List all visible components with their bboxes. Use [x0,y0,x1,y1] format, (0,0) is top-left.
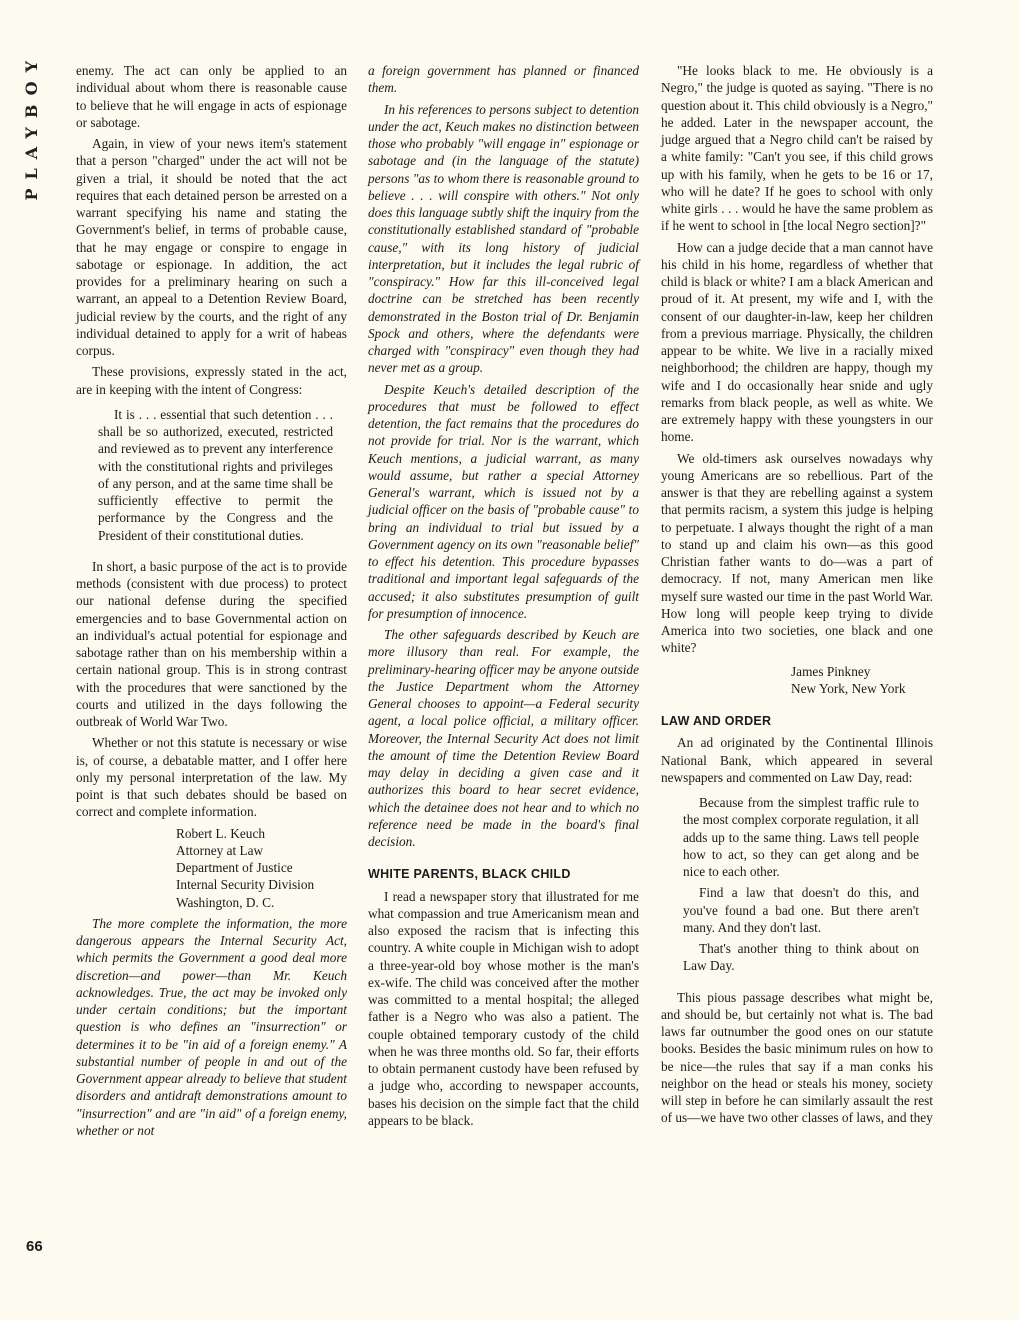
editor-reply: Despite Keuch's detailed description of the procedures that must be followed to effect detention, the fact remains that the procedures do not provide for trial. Nor is the warrant, which Keuch mentions, a judicial warrant, as many would assume, but rather a special Attorney General's warrant, which is issued not by a judicial officer on the basis of "probable cause" to bring an individual to trial but issued by a Government agency on its own "reasonable belief" to effect his detention. This procedure bypasses traditional and important legal safeguards of the accused; it also substitutes presumption of guilt for presumption of innocence. [368,381,639,621]
paragraph: How can a judge decide that a man cannot have his child in his home, regardless of whether that child is black or white? I am a black American and proud of it. At present, my wife and I, with the consent of our daughter-in-law, keep her children from a previous marriage. Physically, the children appear to be white. We live in a racially mixed neighborhood; the children are happy, though my wife and I do occasionally hear snide and ugly remarks from black people, as well as white. We are extremely happy with these youngsters in our home. [661,239,933,445]
column-3 [661,62,933,1131]
quote-text: Find a law that doesn't do this, and you've found a bad one. But there aren't many. And they don't last. [683,885,919,935]
magazine-masthead: PLAYBOY [22,52,41,201]
editor-reply: The other safeguards described by Keuch are more illusory than real. For example, the preliminary-hearing officer may be anyone outside the Justice Department whom the Attorney General chooses to appoint—a Federal security agent, a local police official, a military officer. Moreover, the Internal Security Act does not limit the amount of time the Detention Review Board may delay in deciding a given case and it authorizes this board to hear secret evidence, which the detainee does not hear and to which no reference need be made in the board's final decision. [368,627,639,849]
block-quote [683,794,919,975]
paragraph: This pious passage describes what might be, and should be, but certainly not what is. The bad laws far outnumber the good ones on our statute books. Besides the basic minimum rules on how to be nice—the rules that say if a man conks his neighbor on the head or steals his money, society will step in before he can similarly assault the rest of us—we have two other classes of laws, and they [661,989,933,1126]
signature-name: Robert L. Keuch [176,825,265,841]
page-number: 66 [26,1238,43,1255]
editor-reply: In his references to persons subject to detention under the act, Keuch makes no distinction between those who probably "will engage in" espionage or sabotage and (in the language of the statute) persons "as to whom there is reasonable ground to believe . . . will conspire with others." Not only does this language subtly shift the inquiry from the constitutionally established standard of "probable cause," with its long history of judicial interpretation, but it includes the legal rubric of "conspiracy." How far this ill-conceived legal doctrine can be stretched has been recently demonstrated in the Boston trial of Dr. Benjamin Spock and others, where the defendants were charged with "conspiracy" even though they had never met as a group. [368,101,639,376]
block-quote [98,406,333,544]
signature-block [791,663,933,698]
column-1 [76,62,347,1143]
paragraph: enemy. The act can only be applied to an individual about whom there is reasonable cause to believe that he will engage in acts of espionage or sabotage. [76,63,347,130]
section-heading: WHITE PARENTS, BLACK CHILD [368,867,571,882]
editor-reply: The more complete the information, the more dangerous appears the Internal Security Act, which permits the Government a good deal more discretion—and power—than Mr. Keuch acknowledges. True, the act may be invoked only under certain conditions; but the important question is who defines an "insurrection" or determines it to be "in aid of a foreign enemy." A substantial number of people in and out of the Government appear already to believe that student disorders and antidraft demonstrations amount to "insurrection" and are "in aid" of a foreign enemy, whether or not [76,915,347,1138]
quote-text: Because from the simplest traffic rule to the most complex corporate regulation, it all adds up to the same thing. Laws tell people how to act, so they can get along and be nice to each other. [683,795,919,879]
paragraph: An ad originated by the Continental Illinois National Bank, which appeared in several newspapers and commented on Law Day, read: [661,735,933,785]
signature-line: Internal Security Division [176,877,315,893]
paragraph: "He looks black to me. He obviously is a Negro," the judge is quoted as saying. "There is no question about it. This child obviously is a Negro," he added. Later in the newspaper account, the judge argued that a Negro child can't be raised by a white family: "Can't you see, if this child grows up with his family, when he gets to be 16 or 17, who will he date? If he goes to school with only white girls . . . would he have the same problem as if he went to school in [the local Negro section]?" [661,63,933,234]
column-2 [368,62,639,1133]
paragraph: We old-timers ask ourselves nowadays why young Americans are so rebellious. Part of the answer is that they are rebelling against a system that permits racism, a system this judge is helping to perpetuate. I always thought the right of a man to stand up and claim his own—as this good Christian father wants to do—was a part of democracy. If not, many American men like myself sure wasted our time in the past World War. How long will people keep trying to divide America into two societies, one black and one white? [661,450,933,656]
editor-reply: a foreign government has planned or financed them. [368,63,639,96]
paragraph: Again, in view of your news item's statement that a person "charged" under the act will not be given a trial, it should be noted that the act requires that each detained person be arrested on a warrant specifying his name and stating the Government's belief, in terms of probable cause, that he may engage or conspire to engage in sabotage or espionage. In addition, the act provides for a preliminary hearing on such a warrant, an appeal to a Detention Review Board, judicial review by the courts, and the right of any individual detained to apply for a writ of habeas corpus. [76,136,347,358]
paragraph: Whether or not this statute is necessary or wise is, of course, a debatable matter, and I offer here only my personal interpretation of the law. My point is that such debates should be based on correct and complete information. [76,735,347,820]
signature-line: Department of Justice [176,860,293,875]
quote-text: It is . . . essential that such detention . . . shall be so authorized, executed, restricted and reviewed as to prevent any interference with the constitutional rights and privileges of any person, and at the same time shall be sufficiently effective to permit the performance by the Congress and the President of their constitutional duties. [98,406,333,543]
paragraph: These provisions, expressly stated in the act, are in keeping with the intent of Congress: [76,364,347,397]
quote-text: That's another thing to think about on Law Day. [683,941,919,974]
signature-name: James Pinkney [791,663,871,679]
paragraph: I read a newspaper story that illustrated for me what compassion and true Americanism mean and also exposed the racism that is infecting this country. A white couple in Michigan wish to adopt a three-year-old boy whose mother is the man's ex-wife. The child was conceived after the mother was committed to a mental hospital; the alleged father is a Negro who was also a patient. The couple obtained temporary custody of the child when he was three months old. So far, their efforts to obtain permanent custody have been refused by a judge who, according to newspaper accounts, bases his decision on the simple fact that the child appears to be black. [368,888,639,1128]
signature-block [176,825,347,911]
signature-place: New York, New York [791,680,906,696]
signature-line: Attorney at Law [176,842,264,858]
paragraph: In short, a basic purpose of the act is to provide methods (consistent with due process) to protect our national defense during the specified emergencies and to base Governmental action on an individual's actual potential for espionage and sabotage rather than on his membership within a certain national group. This is in strong contrast with the procedures that were sanctioned by the courts and utilized in the days following the outbreak of World War Two. [76,558,347,729]
section-heading: LAW AND ORDER [661,714,772,728]
signature-line: Washington, D. C. [176,894,275,910]
